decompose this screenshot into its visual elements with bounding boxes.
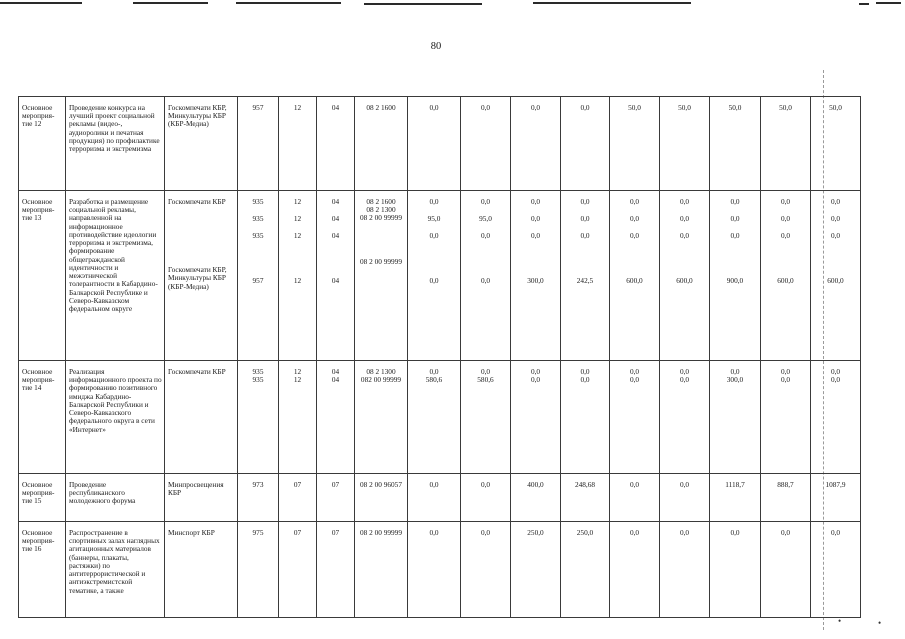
activity-cell: Основное мероприя-тие 15 bbox=[19, 474, 66, 522]
v5-value: 600,0 bbox=[626, 275, 643, 285]
v5-value: 0,0 bbox=[629, 197, 640, 206]
csr-cell bbox=[355, 361, 408, 474]
pr-value: 04 bbox=[331, 214, 340, 224]
v5-value: 0,0 bbox=[629, 528, 640, 537]
description-cell: Проведение конкурса на лучший проект социальной рекламы (видео-, аудиоролики и печатная продукция) по профилактике терроризма и экстремизма bbox=[66, 97, 165, 191]
v2-cell bbox=[461, 474, 511, 522]
v2-value: 0,0 bbox=[480, 480, 491, 489]
v2-cell bbox=[461, 522, 511, 618]
rz-value: 12 bbox=[293, 375, 302, 385]
grbs-cell bbox=[238, 361, 279, 474]
grbs-value: 935 bbox=[252, 231, 264, 241]
description-cell: Распространение в спортивных залах наглядных агитационных материалов (баннеры, плакаты, растяжки) по антитеррористической и антиэкстремистской тематике, а также bbox=[66, 522, 165, 618]
v3-value: 300,0 bbox=[527, 275, 544, 285]
v5-cell bbox=[610, 97, 660, 191]
v2-value: 0,0 bbox=[480, 231, 491, 241]
v7-value: 1118,7 bbox=[725, 480, 745, 489]
activity-cell: Основное мероприя-тие 14 bbox=[19, 361, 66, 474]
v3-cell bbox=[511, 522, 561, 618]
v7-cell bbox=[710, 191, 761, 361]
v2-cell bbox=[461, 97, 511, 191]
v1-cell bbox=[408, 191, 461, 361]
v4-value: 0,0 bbox=[580, 197, 590, 206]
v2-value: 0,0 bbox=[480, 367, 491, 376]
grbs-value: 935 bbox=[252, 367, 264, 376]
executor-cell: Минпросвещения КБР bbox=[165, 474, 238, 522]
rz-cell bbox=[279, 522, 317, 618]
v7-value: 0,0 bbox=[730, 528, 740, 537]
grbs-value: 973 bbox=[252, 480, 264, 489]
budget-table bbox=[18, 96, 861, 618]
v6-cell bbox=[660, 361, 710, 474]
v3-value: 0,0 bbox=[530, 197, 541, 206]
v5-cell bbox=[610, 191, 660, 361]
pr-value: 04 bbox=[331, 367, 340, 376]
v4-value: 0,0 bbox=[580, 367, 590, 376]
v1-value: 0,0 bbox=[429, 480, 439, 489]
grbs-value: 957 bbox=[252, 103, 264, 112]
v4-value: 250,0 bbox=[576, 528, 594, 537]
rz-value: 12 bbox=[293, 103, 302, 112]
v6-value: 0,0 bbox=[679, 480, 690, 489]
v9-value: 1087,9 bbox=[825, 480, 846, 489]
v4-value: 0,0 bbox=[580, 231, 590, 241]
grbs-value: 975 bbox=[252, 528, 264, 537]
v6-value: 600,0 bbox=[676, 275, 693, 285]
v9-value: 50,0 bbox=[829, 103, 842, 112]
v4-cell bbox=[561, 522, 610, 618]
v1-value: 95,0 bbox=[427, 214, 441, 224]
pr-value: 04 bbox=[331, 275, 340, 285]
v1-cell bbox=[408, 474, 461, 522]
rz-value: 12 bbox=[293, 197, 302, 206]
v9-value: 0,0 bbox=[830, 528, 841, 537]
v4-value: 0,0 bbox=[580, 103, 590, 112]
v8-value: 600,0 bbox=[777, 275, 794, 285]
v8-value: 50,0 bbox=[779, 103, 792, 112]
v3-cell bbox=[511, 97, 561, 191]
v6-cell bbox=[660, 191, 710, 361]
grbs-value: 957 bbox=[252, 275, 264, 285]
v4-cell bbox=[561, 361, 610, 474]
v6-cell bbox=[660, 522, 710, 618]
grbs-cell bbox=[238, 97, 279, 191]
v3-cell bbox=[511, 474, 561, 522]
v8-cell bbox=[761, 97, 811, 191]
v4-cell bbox=[561, 474, 610, 522]
activity-cell: Основное мероприя-тие 13 bbox=[19, 191, 66, 361]
v9-cell bbox=[811, 191, 861, 361]
v9-value: 0,0 bbox=[830, 375, 841, 385]
v2-value: 0,0 bbox=[480, 528, 491, 537]
rz-value: 07 bbox=[293, 480, 302, 489]
v1-value: 0,0 bbox=[429, 103, 439, 112]
v7-value: 0,0 bbox=[730, 197, 740, 206]
v8-value: 0,0 bbox=[780, 528, 791, 537]
csr-cell bbox=[355, 522, 408, 618]
v2-value: 580,6 bbox=[477, 375, 494, 385]
pr-cell bbox=[317, 361, 355, 474]
v6-cell bbox=[660, 97, 710, 191]
v5-value: 0,0 bbox=[629, 480, 640, 489]
v3-value: 400,0 bbox=[527, 480, 544, 489]
v1-value: 0,0 bbox=[429, 231, 439, 241]
v5-value: 50,0 bbox=[628, 103, 641, 112]
pr-value: 04 bbox=[331, 103, 340, 112]
rz-cell bbox=[279, 97, 317, 191]
scan-artifact-line bbox=[0, 2, 82, 4]
scan-mark: • bbox=[878, 618, 882, 628]
v4-cell bbox=[561, 97, 610, 191]
v8-value: 0,0 bbox=[780, 231, 791, 241]
pr-value: 04 bbox=[331, 231, 340, 241]
rz-value: 07 bbox=[293, 528, 302, 537]
pr-value: 04 bbox=[331, 197, 340, 206]
scan-artifact-line bbox=[533, 2, 691, 4]
grbs-value: 935 bbox=[252, 375, 264, 385]
v2-value: 0,0 bbox=[480, 275, 491, 285]
v9-value: 600,0 bbox=[827, 275, 844, 285]
v4-value: 248,68 bbox=[574, 480, 596, 489]
v1-value: 580,6 bbox=[425, 375, 443, 385]
pr-cell bbox=[317, 522, 355, 618]
v2-cell bbox=[461, 361, 511, 474]
v1-value: 0,0 bbox=[429, 528, 439, 537]
pr-cell bbox=[317, 97, 355, 191]
rz-value: 12 bbox=[293, 214, 302, 224]
v4-value: 242,5 bbox=[576, 275, 594, 285]
csr-value: 08 2 1300 bbox=[366, 205, 396, 215]
rz-value: 12 bbox=[293, 275, 302, 285]
pr-value: 07 bbox=[331, 480, 340, 489]
v9-cell bbox=[811, 361, 861, 474]
v4-value: 0,0 bbox=[580, 375, 590, 385]
v7-value: 0,0 bbox=[730, 367, 740, 376]
description-cell: Проведение республиканского молодежного форума bbox=[66, 474, 165, 522]
description-cell: Разработка и размещение социальной рекламы, направленной на информационное противодействие идеологии терроризма и экстремизма, формирование общегражданской идентичности и межэтнической толерантности в Кабардино-Балкарской Республике и Северо-Кавказском федеральном округе bbox=[66, 191, 165, 361]
v7-cell bbox=[710, 522, 761, 618]
v1-value: 0,0 bbox=[429, 275, 439, 285]
v9-value: 0,0 bbox=[830, 214, 841, 224]
v4-cell bbox=[561, 191, 610, 361]
csr-value: 08 2 00 99999 bbox=[360, 213, 402, 223]
scan-artifact-line bbox=[859, 3, 869, 5]
grbs-cell bbox=[238, 474, 279, 522]
rz-cell bbox=[279, 191, 317, 361]
table-row bbox=[19, 522, 861, 618]
rz-value: 12 bbox=[293, 367, 302, 376]
v5-value: 0,0 bbox=[629, 231, 640, 241]
v3-cell bbox=[511, 191, 561, 361]
table-row bbox=[19, 474, 861, 522]
grbs-value: 935 bbox=[252, 197, 264, 206]
v1-cell bbox=[408, 97, 461, 191]
v1-value: 0,0 bbox=[429, 197, 439, 206]
v6-value: 0,0 bbox=[679, 528, 690, 537]
v2-value: 95,0 bbox=[479, 214, 492, 224]
v8-value: 0,0 bbox=[780, 214, 791, 224]
scan-artifact-line bbox=[364, 3, 482, 5]
v8-value: 0,0 bbox=[780, 367, 791, 376]
v7-value: 300,0 bbox=[726, 375, 744, 385]
v9-value: 0,0 bbox=[830, 367, 841, 376]
pr-cell bbox=[317, 474, 355, 522]
page-number: 80 bbox=[430, 41, 442, 52]
scan-mark: • bbox=[838, 616, 842, 626]
v5-value: 0,0 bbox=[629, 367, 640, 376]
v7-cell bbox=[710, 474, 761, 522]
v3-value: 0,0 bbox=[530, 375, 541, 385]
table-row bbox=[19, 361, 861, 474]
v6-value: 0,0 bbox=[679, 214, 690, 224]
v3-value: 250,0 bbox=[527, 528, 544, 537]
rz-cell bbox=[279, 474, 317, 522]
v3-value: 0,0 bbox=[530, 103, 541, 112]
v8-cell bbox=[761, 474, 811, 522]
executor-cell: Минспорт КБР bbox=[165, 522, 238, 618]
v9-cell bbox=[811, 522, 861, 618]
pr-value: 07 bbox=[331, 528, 340, 537]
v7-value: 0,0 bbox=[730, 214, 740, 224]
v9-value: 0,0 bbox=[830, 231, 841, 241]
csr-value: 08 2 1600 bbox=[366, 197, 396, 206]
csr-cell bbox=[355, 97, 408, 191]
table-row bbox=[19, 191, 861, 361]
v7-value: 50,0 bbox=[728, 103, 742, 112]
csr-value: 08 2 00 99999 bbox=[360, 528, 402, 537]
pr-cell bbox=[317, 191, 355, 361]
v5-cell bbox=[610, 361, 660, 474]
csr-value: 08 2 00 99999 bbox=[360, 256, 402, 266]
csr-value: 08 2 00 96057 bbox=[360, 480, 402, 489]
table-row bbox=[19, 97, 861, 191]
grbs-value: 935 bbox=[252, 214, 264, 224]
scan-artifact-line bbox=[236, 2, 341, 4]
executor-cell bbox=[165, 191, 238, 361]
v5-value: 0,0 bbox=[629, 375, 640, 385]
pr-value: 04 bbox=[331, 375, 340, 385]
v9-value: 0,0 bbox=[830, 197, 841, 206]
v6-value: 50,0 bbox=[678, 103, 691, 112]
v8-cell bbox=[761, 361, 811, 474]
v9-cell bbox=[811, 97, 861, 191]
csr-cell bbox=[355, 191, 408, 361]
v7-value: 900,0 bbox=[726, 275, 744, 285]
v4-value: 0,0 bbox=[580, 214, 590, 224]
grbs-cell bbox=[238, 522, 279, 618]
v1-value: 0,0 bbox=[429, 367, 439, 376]
rz-value: 12 bbox=[293, 231, 302, 241]
v6-value: 0,0 bbox=[679, 375, 690, 385]
scan-artifact-line bbox=[876, 2, 901, 4]
csr-cell bbox=[355, 474, 408, 522]
v5-cell bbox=[610, 522, 660, 618]
v7-value: 0,0 bbox=[730, 231, 740, 241]
rz-cell bbox=[279, 361, 317, 474]
v6-cell bbox=[660, 474, 710, 522]
executor-text: Госкомпечати КБР bbox=[168, 197, 226, 206]
v2-value: 0,0 bbox=[480, 197, 491, 206]
csr-value: 082 00 99999 bbox=[360, 375, 402, 385]
v7-cell bbox=[710, 97, 761, 191]
v1-cell bbox=[408, 361, 461, 474]
v6-value: 0,0 bbox=[679, 367, 690, 376]
v7-cell bbox=[710, 361, 761, 474]
v2-value: 0,0 bbox=[480, 103, 491, 112]
description-cell: Реализация информационного проекта по формированию позитивного имиджа Кабардино-Балкарской Республики и Северо-Кавказского федерального округа в сети «Интернет» bbox=[66, 361, 165, 474]
v5-cell bbox=[610, 474, 660, 522]
v6-value: 0,0 bbox=[679, 197, 690, 206]
v8-cell bbox=[761, 522, 811, 618]
v6-value: 0,0 bbox=[679, 231, 690, 241]
v1-cell bbox=[408, 522, 461, 618]
scan-artifact-line bbox=[133, 2, 208, 4]
v8-value: 888,7 bbox=[777, 480, 794, 489]
v2-cell bbox=[461, 191, 511, 361]
csr-value: 08 2 1300 bbox=[366, 367, 396, 376]
csr-value: 08 2 1600 bbox=[366, 103, 396, 112]
grbs-cell bbox=[238, 191, 279, 361]
v3-cell bbox=[511, 361, 561, 474]
activity-cell: Основное мероприя-тие 16 bbox=[19, 522, 66, 618]
v3-value: 0,0 bbox=[530, 367, 541, 376]
executor-cell: Госкомпечати КБР, Минкультуры КБР (КБР-Медиа) bbox=[165, 97, 238, 191]
activity-cell: Основное мероприя-тие 12 bbox=[19, 97, 66, 191]
executor-cell: Госкомпечати КБР bbox=[165, 361, 238, 474]
v5-value: 0,0 bbox=[629, 214, 640, 224]
v3-value: 0,0 bbox=[530, 214, 541, 224]
v8-cell bbox=[761, 191, 811, 361]
v8-value: 0,0 bbox=[780, 375, 791, 385]
v8-value: 0,0 bbox=[780, 197, 791, 206]
executor-text: Госкомпечати КБР, Минкультуры КБР (КБР-Медиа) bbox=[168, 265, 227, 291]
v9-cell bbox=[811, 474, 861, 522]
v3-value: 0,0 bbox=[530, 231, 541, 241]
